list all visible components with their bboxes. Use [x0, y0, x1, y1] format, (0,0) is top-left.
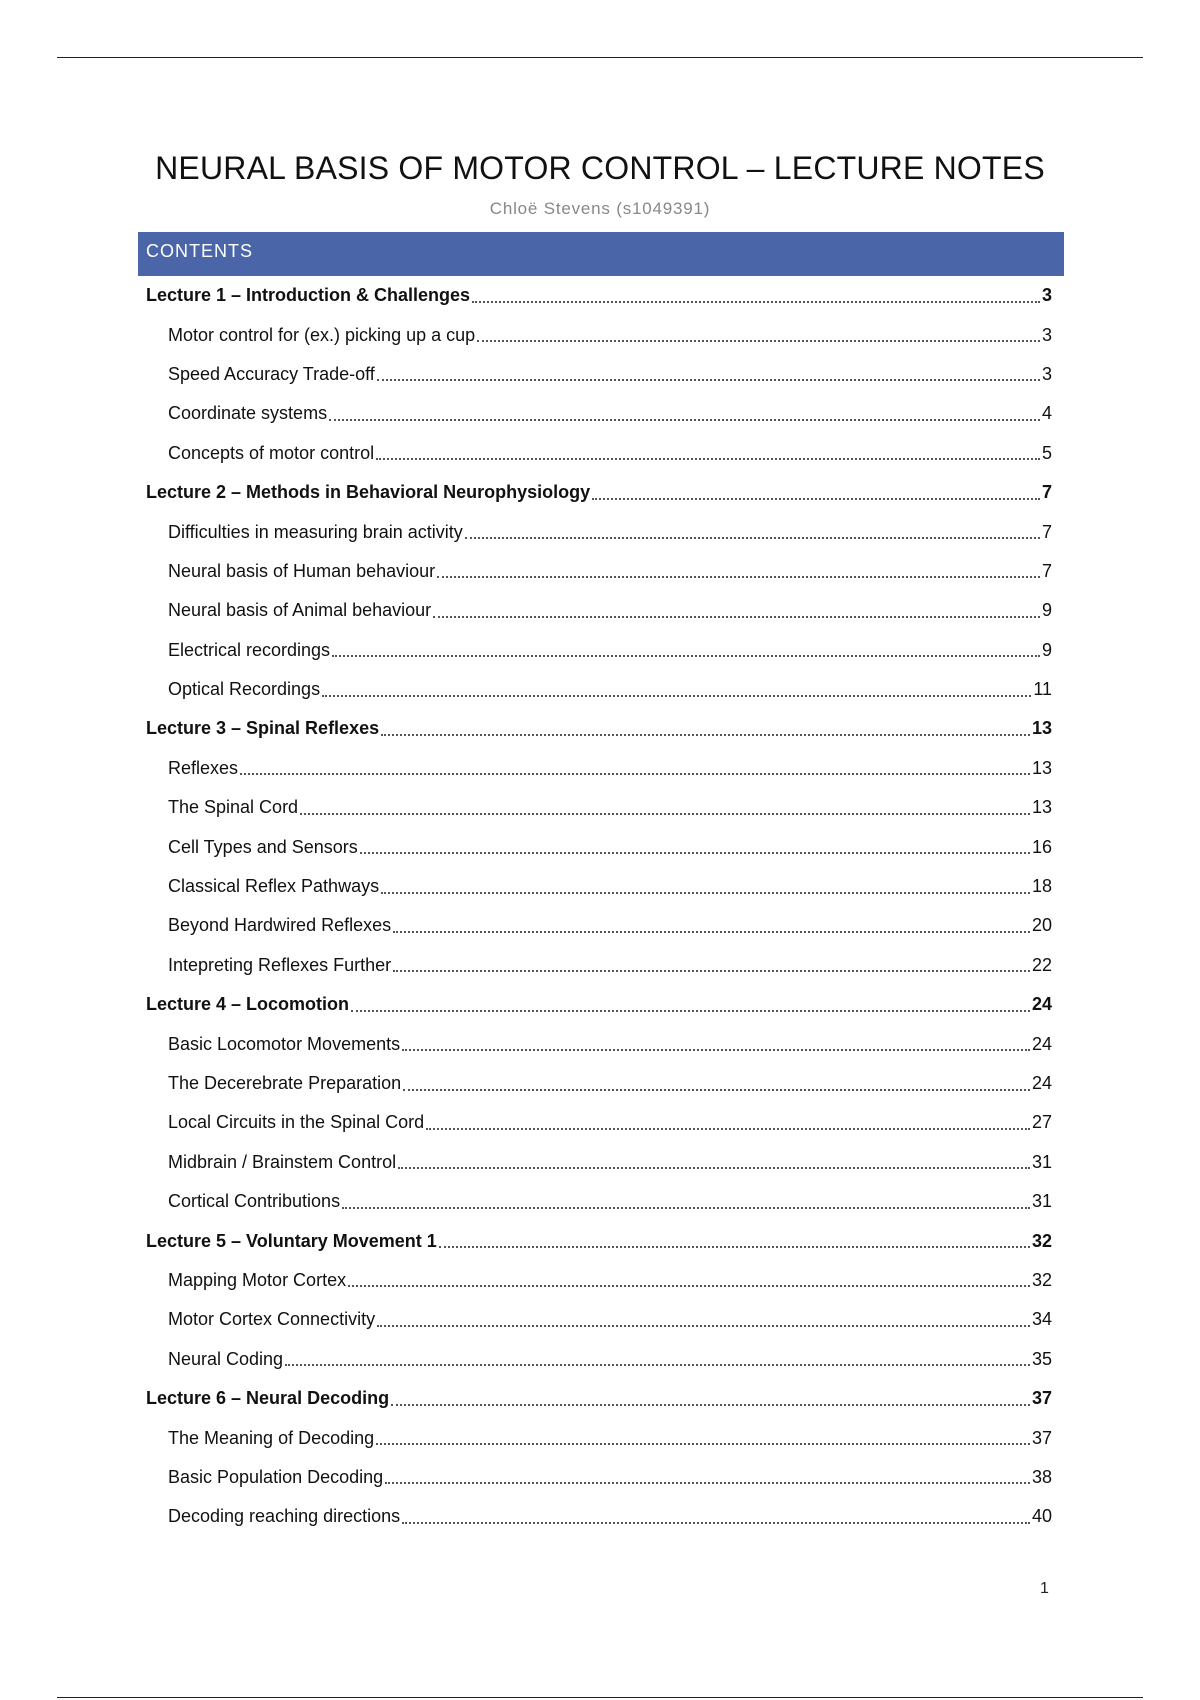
toc-entry-label: Decoding reaching directions	[168, 1506, 401, 1527]
toc-entry-page: 24	[1031, 1033, 1052, 1054]
toc-entry-label: Motor control for (ex.) picking up a cup	[168, 324, 476, 345]
toc-entry-label: Concepts of motor control	[168, 442, 375, 463]
toc-dot-leader	[439, 1246, 1030, 1248]
toc-entry-label: Local Circuits in the Spinal Cord	[168, 1112, 425, 1133]
toc-entry-label: Speed Accuracy Trade-off	[168, 363, 375, 384]
toc-entry-page: 37	[1031, 1388, 1052, 1409]
toc-entry-label: Basic Population Decoding	[168, 1466, 384, 1487]
toc-dot-leader	[285, 1364, 1030, 1366]
toc-dot-leader	[393, 931, 1030, 933]
table-of-contents	[138, 276, 1052, 1537]
toc-entry-page: 16	[1031, 836, 1052, 857]
toc-section-entry[interactable]	[138, 906, 1052, 945]
toc-dot-leader	[376, 1443, 1030, 1445]
toc-section-entry[interactable]	[138, 1340, 1052, 1379]
toc-dot-leader	[381, 734, 1030, 736]
toc-entry-label: Lecture 2 – Methods in Behavioral Neurophysiology	[146, 482, 591, 503]
toc-dot-leader	[477, 340, 1040, 342]
toc-entry-label: Neural basis of Human behaviour	[168, 560, 436, 581]
document-author: Chloë Stevens (s1049391)	[489, 199, 711, 218]
toc-entry-label: The Meaning of Decoding	[168, 1427, 375, 1448]
toc-entry-label: Coordinate systems	[168, 403, 328, 424]
toc-dot-leader	[592, 498, 1040, 500]
toc-entry-page: 7	[1041, 482, 1052, 503]
toc-dot-leader	[381, 892, 1030, 894]
top-rule	[57, 57, 1143, 58]
toc-lecture-entry[interactable]	[138, 1221, 1052, 1260]
toc-entry-label: Cortical Contributions	[168, 1191, 341, 1212]
toc-entry-page: 4	[1041, 403, 1052, 424]
toc-dot-leader	[402, 1049, 1030, 1051]
toc-section-entry[interactable]	[138, 1418, 1052, 1457]
toc-entry-label: Lecture 4 – Locomotion	[146, 994, 350, 1015]
toc-entry-label: Lecture 1 – Introduction & Challenges	[146, 285, 471, 306]
toc-entry-label: Lecture 6 – Neural Decoding	[146, 1388, 390, 1409]
toc-entry-label: The Decerebrate Preparation	[168, 1073, 402, 1093]
toc-section-entry[interactable]	[138, 552, 1052, 591]
toc-entry-label: Cell Types and Sensors	[168, 836, 358, 857]
toc-entry-label: The Spinal Cord	[168, 797, 299, 818]
toc-entry-page: 18	[1031, 876, 1052, 897]
toc-dot-leader	[322, 695, 1031, 697]
toc-entry-page: 7	[1041, 521, 1052, 542]
toc-dot-leader	[360, 852, 1030, 854]
toc-section-entry[interactable]	[138, 670, 1052, 709]
toc-entry-label: Intepreting Reflexes Further	[168, 954, 392, 975]
toc-entry-label: Neural basis of Animal behaviour	[168, 600, 432, 621]
toc-dot-leader	[391, 1404, 1030, 1406]
toc-entry-label: Classical Reflex Pathways	[168, 876, 380, 897]
toc-entry-page: 35	[1031, 1348, 1052, 1369]
toc-dot-leader	[240, 773, 1030, 775]
toc-entry-label: Electrical recordings	[168, 639, 331, 660]
toc-section-entry[interactable]	[138, 394, 1052, 433]
toc-entry-page: 31	[1031, 1151, 1052, 1172]
toc-entry-page: 24	[1031, 994, 1052, 1015]
toc-entry-page: 9	[1041, 639, 1052, 660]
toc-section-entry[interactable]	[138, 946, 1052, 985]
toc-section-entry[interactable]	[138, 749, 1052, 788]
toc-dot-leader	[376, 458, 1040, 460]
toc-entry-page: 20	[1031, 915, 1052, 936]
toc-entry-label: Reflexes	[168, 757, 239, 778]
toc-dot-leader	[393, 970, 1030, 972]
toc-dot-leader	[351, 1010, 1030, 1012]
toc-entry-page: 13	[1031, 757, 1052, 778]
toc-section-entry[interactable]	[138, 1182, 1052, 1221]
toc-dot-leader	[348, 1285, 1030, 1287]
toc-dot-leader	[300, 813, 1030, 815]
toc-section-entry[interactable]	[138, 1497, 1052, 1536]
toc-entry-page: 40	[1031, 1506, 1052, 1527]
toc-section-entry[interactable]	[138, 1024, 1052, 1063]
toc-entry-label: Neural Coding	[168, 1348, 284, 1369]
toc-entry-page: 24	[1031, 1073, 1052, 1093]
toc-entry-page: 34	[1031, 1309, 1052, 1330]
toc-dot-leader	[377, 379, 1040, 381]
toc-section-entry[interactable]	[138, 1261, 1052, 1300]
toc-lecture-entry[interactable]	[138, 985, 1052, 1024]
toc-dot-leader	[472, 301, 1040, 303]
toc-section-entry[interactable]	[138, 1143, 1052, 1182]
toc-entry-page: 32	[1031, 1269, 1052, 1290]
toc-entry-label: Motor Cortex Connectivity	[168, 1309, 376, 1330]
toc-section-entry[interactable]	[138, 355, 1052, 394]
bottom-rule	[57, 1697, 1143, 1698]
toc-entry-label: Mapping Motor Cortex	[168, 1269, 347, 1290]
toc-dot-leader	[426, 1128, 1030, 1130]
toc-entry-label: Beyond Hardwired Reflexes	[168, 915, 392, 936]
toc-dot-leader	[342, 1207, 1030, 1209]
toc-section-entry[interactable]	[138, 631, 1052, 670]
toc-entry-page: 27	[1031, 1112, 1052, 1133]
toc-dot-leader	[377, 1325, 1030, 1327]
toc-dot-leader	[329, 419, 1040, 421]
toc-section-entry[interactable]	[138, 867, 1052, 906]
toc-entry-page: 13	[1031, 718, 1052, 739]
toc-lecture-entry[interactable]	[138, 1379, 1052, 1418]
toc-section-entry[interactable]	[138, 827, 1052, 866]
toc-section-entry[interactable]	[138, 315, 1052, 354]
toc-entry-page: 5	[1041, 442, 1052, 463]
toc-section-entry[interactable]	[138, 1300, 1052, 1339]
page-number: 1	[1040, 1580, 1049, 1597]
document-title: NEURAL BASIS OF MOTOR CONTROL – LECTURE NOTES	[155, 150, 1045, 186]
toc-entry-page: 9	[1041, 600, 1052, 621]
toc-dot-leader	[385, 1482, 1030, 1484]
toc-entry-page: 22	[1031, 954, 1052, 975]
toc-dot-leader	[437, 576, 1040, 578]
toc-dot-leader	[332, 655, 1040, 657]
toc-dot-leader	[403, 1089, 1030, 1091]
toc-dot-leader	[398, 1167, 1030, 1169]
toc-lecture-entry[interactable]	[138, 473, 1052, 512]
toc-lecture-entry[interactable]	[138, 709, 1052, 748]
toc-entry-page: 11	[1033, 679, 1052, 700]
toc-entry-page: 3	[1041, 324, 1052, 345]
contents-heading: CONTENTS	[138, 232, 1064, 276]
toc-entry-page: 38	[1031, 1466, 1052, 1487]
toc-section-entry[interactable]	[138, 434, 1052, 473]
toc-entry-label: Optical Recordings	[168, 679, 321, 700]
toc-entry-label: Lecture 5 – Voluntary Movement 1	[146, 1230, 437, 1251]
toc-dot-leader	[433, 616, 1040, 618]
toc-entry-label: Basic Locomotor Movements	[168, 1033, 401, 1054]
toc-entry-label: Lecture 3 – Spinal Reflexes	[146, 718, 380, 739]
toc-section-entry[interactable]	[138, 1064, 1052, 1103]
toc-section-entry[interactable]	[138, 1103, 1052, 1142]
toc-entry-page: 3	[1041, 285, 1052, 306]
toc-entry-label: Difficulties in measuring brain activity	[168, 521, 463, 542]
toc-entry-page: 32	[1031, 1230, 1052, 1251]
toc-section-entry[interactable]	[138, 512, 1052, 551]
toc-section-entry[interactable]	[138, 1458, 1052, 1497]
toc-entry-page: 13	[1031, 797, 1052, 818]
toc-entry-page: 7	[1041, 560, 1052, 581]
toc-dot-leader	[402, 1522, 1030, 1524]
toc-entry-page: 3	[1041, 363, 1052, 384]
toc-section-entry[interactable]	[138, 591, 1052, 630]
toc-entry-page: 37	[1031, 1427, 1052, 1448]
toc-section-entry[interactable]	[138, 788, 1052, 827]
toc-dot-leader	[465, 537, 1040, 539]
toc-entry-page: 31	[1031, 1191, 1052, 1212]
toc-lecture-entry[interactable]	[138, 276, 1052, 315]
toc-entry-label: Midbrain / Brainstem Control	[168, 1151, 397, 1172]
